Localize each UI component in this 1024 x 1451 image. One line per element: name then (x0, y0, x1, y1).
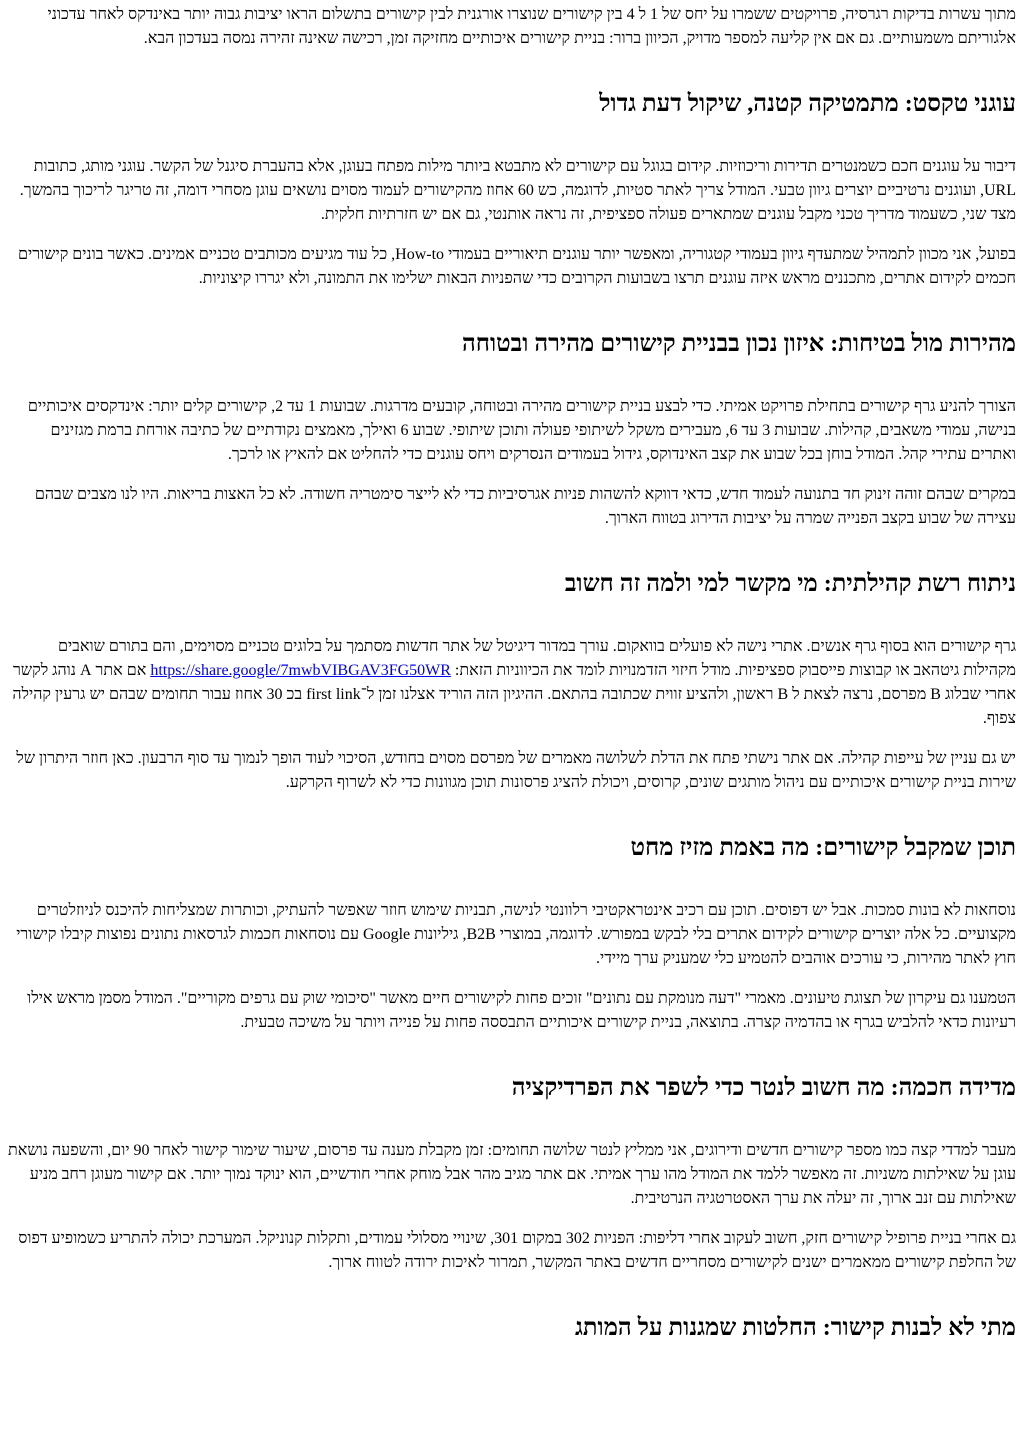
paragraph: בפועל, אני מכוון לתמהיל שמתעדף גיוון בעמודי קטגוריה, ומאפשר יותר עוגנים תיאוריים בעמודי How-to, כל עוד מגיעים מכותבים טכניים אמינים. כאשר בונים קישורים חכמים לקידום אתרים, מתכננים מראש איזה עוגנים תרצו בשבועות הקרובים כדי שהפניות הבאות ישלימו את התמונה, ולא יגררו קיצוניות. (18, 246, 1016, 287)
paragraph: הטמענו גם עיקרון של תצוגת טיעונים. מאמרי "דעה מנומקת עם נתונים" זוכים פחות לקישורים חיים מאשר "סיכומי שוק עם גרפים מקוריים". המודל מסמן מראש אילו רעיונות כדאי להלביש בגרף או בהדמיה קצרה. בתוצאה, בניית קישורים איכותיים התבססה פחות על פנייה ויותר על משיכה טבעית. (27, 990, 1016, 1031)
paragraph: גם אחרי בניית פרופיל קישורים חזק, חשוב לעקוב אחרי דליפות: הפניות 302 במקום 301, שינויי מסלולי עמודים, ותקלות קנוניקל. המערכת יכולה להתריע כשמופיע דפוס של החלפת קישורים ממאמרים ישנים לקישורים מסחריים חדשים באתר המקשר, תמרור לאיכות ירודה לטווח ארוך. (18, 1230, 1016, 1271)
paragraph: יש גם עניין של עייפות קהילה. אם אתר נישתי פתח את הדלת לשלושה מאמרים של מפרסם מסוים בחודש, הסיכוי לעוד הופך לנמוך עד סוף הרבעון. כאן חוזר היתרון של שירות בניית קישורים איכותיים עם ניהול מותגים שונים, קרוסים, ויכולת להציג פרסונות תוכן מגוונות כדי לא לשרוף הקרקע. (16, 750, 1016, 791)
text: אם אתר A נוהג לקשר אחרי שבלוג B מפרסם, נרצה לצאת ל B ראשון, ולהציע זווית שכתובה בהתאם. ההיגיון הזה הוריד אצלנו זמן ל־first link בכ 30 אחוז עבור תחומים שבהם יש גרעין קהילה צפוף. (12, 662, 1016, 727)
paragraph: נוסחאות לא בונות סמכות. אבל יש דפוסים. תוכן עם רכיב אינטראקטיבי רלוונטי לנישה, תבניות שימוש חוזר שאפשר להעתיק, וכותרות שמצליחות להיכנס לניוזלטרים מקצועיים. כל אלה יוצרים קישורים לקידום אתרים בלי לבקש במפורש. לדוגמה, במוצרי B2B, גיליונות Google עם נוסחאות חכמות לגרסאות נתונים נפוצות קיבלו קישורי חוץ לאתר מהירות, כי עורכים אוהבים להטמיע כלי שמעניק ערך מיידי. (16, 902, 1016, 967)
paragraph: מעבר למדדי קצה כמו מספר קישורים חדשים ודירוגים, אני ממליץ לנטר שלושה תחומים: זמן מקבלת מענה עד פרסום, שיעור שימור קישור לאחר 90 יום, והשפעה נושאת עוגן על שאילתות משניות. זה מאפשר ללמד את המודל מהו ערך אמיתי. אם אתר מגיב מהר אבל מוחק אחרי חודשיים, הוא ינוקד נמוך יותר. אם קישור מעוגן רחב מניע שאילתות עם זנב ארוך, זה יעלה את ערך האסטרטגיה הנרטיבית. (7, 1142, 1016, 1207)
section-heading-linkable-content: תוכן שמקבל קישורים: מה באמת מזיז מחט (630, 835, 1016, 861)
paragraph-with-link (8, 635, 1016, 731)
share-link[interactable]: https://share.google/7mwbVIBGAV3FG50WR (150, 662, 451, 679)
intro-paragraph: מתוך עשרות בדיקות רגרסיה, פרויקטים ששמרו על יחס של 1 ל 4 בין קישורים שנוצרו אורגנית לבין קישורים בתשלום הראו יציבות גבוה יותר באינדקס לאחר עדכוני אלגוריתם משמעותיים. גם אם אין קליעה למספר מדויק, הכיוון ברור: בניית קישורים איכותיים מחזיקה זמן, רכישה שאינה זהירה נמסה בעדכון הבא. (47, 6, 1016, 47)
paragraph: במקרים שבהם זוהה זינוק חד בתנועה לעמוד חדש, כדאי דווקא להשהות פניות אגרסיביות כדי לא לייצר סימטריה חשודה. לא כל האצות בריאות. היו לנו מצבים שבהם עצירה של שבוע בקצב הפנייה שמרה על יציבות הדירוג בטווח הארוך. (34, 486, 1016, 527)
paragraph: דיבור על עוגנים חכם כשמנטרים תדירות וריכוזיות. קידום בגוגל עם קישורים לא מתבטא ביותר מילות מפתח בעוגן, אלא בהעברת סיגנל של הקשר. עוגני מותג, כתובות URL, ועוגנים נרטיביים יוצרים גיוון טבעי. המודל צריך לאתר סטיות, לדוגמה, כש 60 אחוז מהקישורים לעמוד מסוים נושאים עוגן מסחרי דומה, זה טריגר לריכוך בהמשך. מצד שני, כשעמוד מדריך טכני מקבל עוגנים שמתארים פעולה ספציפית, זה נראה אותנטי, גם אם יש חזרתיות חלקית. (19, 158, 1016, 223)
section-heading-community-network: ניתוח רשת קהילתית: מי מקשר למי ולמה זה חשוב (564, 571, 1016, 597)
section-heading-anchors: עוגני טקסט: מתמטיקה קטנה, שיקול דעת גדול (599, 91, 1016, 117)
section-heading-speed-vs-safety: מהירות מול בטיחות: איזון נכון בבניית קישורים מהירה ובטוחה (461, 331, 1016, 357)
section-heading-when-not-to-link: מתי לא לבנות קישור: החלטות שמגנות על המותג (575, 1315, 1016, 1341)
section-heading-measurement: מדידה חכמה: מה חשוב לנטר כדי לשפר את הפרדיקציה (511, 1075, 1016, 1101)
text: גרף קישורים הוא בסוף גרף אנשים. אתרי נישה לא פועלים בוואקום. עורך במדור דיגיטל של אתר חדשות מסתמך על בלוגים טכניים מסוימים, והם בתורם שואבים מקהילות גיטהאב או קבוצות פייסבוק ספציפיות. מודל חיזוי הזדמנויות לומד את הכיווניות הזאת: (57, 638, 1016, 679)
paragraph: הצורך להניע גרף קישורים בתחילת פרויקט אמיתי. כדי לבצע בניית קישורים מהירה ובטוחה, קובעים מדרגות. שבועות 1 עד 2, קישורים קלים יותר: אינדקסים איכותיים בנישה, עמודי משאבים, קהילות. שבועות 3 עד 6, מעבירים משקל לשיתופי פעולה ותוכן שיתופי. שבוע 6 ואילך, מאמצים נקודתיים של כתיבה אורחת ברמת מגזינים ואתרים עתירי קהל. המודל בוחן בכל שבוע את קצב האינדוקס, גידול בעמודים הנסרקים ויחס עוגנים כדי להחליט אם להאיץ או לרכך. (27, 398, 1016, 463)
article (0, 3, 1024, 1343)
